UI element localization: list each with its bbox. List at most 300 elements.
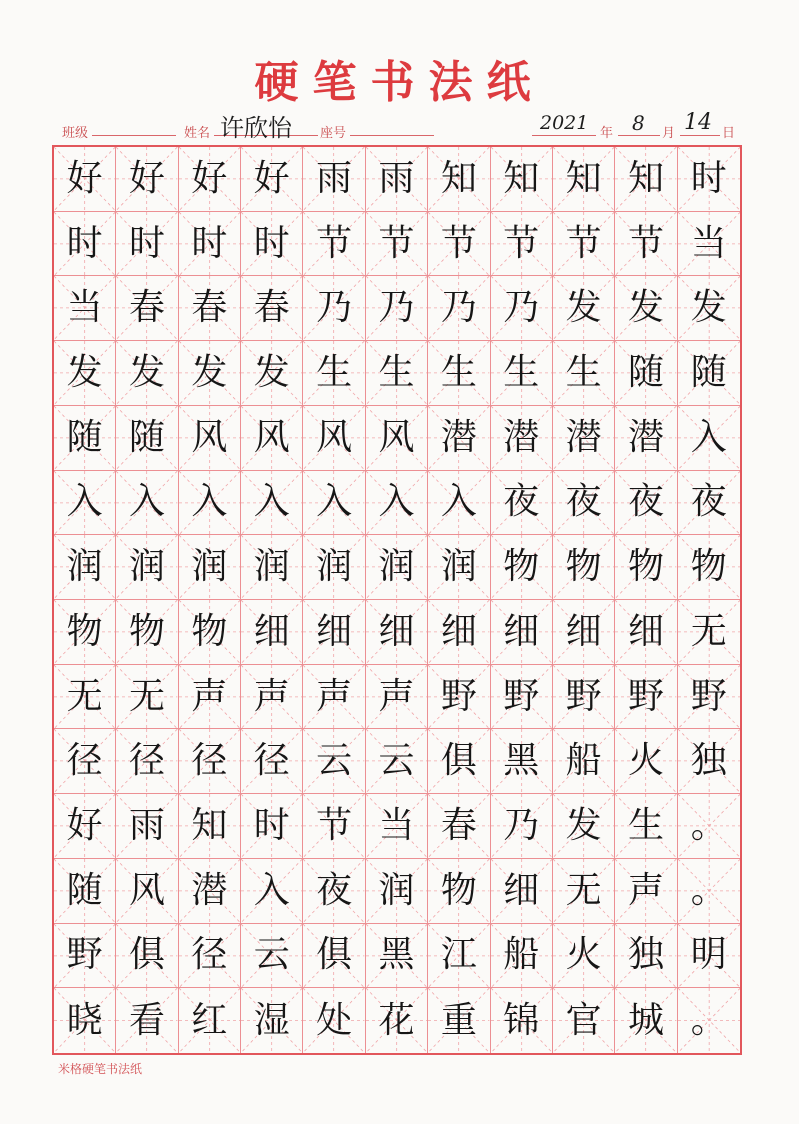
handwritten-character: 随 <box>690 351 727 393</box>
grid-cell <box>366 859 428 924</box>
year-field-line <box>532 135 596 136</box>
grid-cell <box>553 147 615 212</box>
handwritten-character: 生 <box>378 351 415 393</box>
grid-cell <box>241 147 303 212</box>
handwritten-character: 当 <box>66 287 103 329</box>
handwritten-character: 无 <box>129 675 166 717</box>
handwritten-character: 入 <box>690 416 727 458</box>
handwritten-character: 火 <box>627 740 664 782</box>
handwritten-character: 声 <box>253 675 290 717</box>
handwritten-character: 好 <box>129 157 166 199</box>
handwritten-character: 重 <box>440 999 477 1041</box>
grid-cell <box>241 988 303 1053</box>
grid-cell <box>366 665 428 730</box>
grid-cell <box>303 406 365 471</box>
handwritten-character: 细 <box>440 610 477 652</box>
grid-cell <box>303 276 365 341</box>
grid-cell <box>179 859 241 924</box>
grid-cell <box>303 341 365 406</box>
handwritten-character: 节 <box>316 222 353 264</box>
handwritten-character: 声 <box>316 675 353 717</box>
grid-cell <box>54 406 116 471</box>
handwritten-character: 细 <box>627 610 664 652</box>
grid-cell <box>428 729 490 794</box>
handwritten-character: 润 <box>316 546 353 588</box>
handwritten-character: 知 <box>503 157 540 199</box>
grid-cell <box>491 341 553 406</box>
handwritten-character: 声 <box>191 675 228 717</box>
handwritten-character: 夜 <box>690 481 727 523</box>
grid-cell <box>54 600 116 665</box>
grid-cell <box>179 794 241 859</box>
grid-cell <box>491 212 553 277</box>
grid-cell <box>678 406 740 471</box>
handwritten-character: 野 <box>440 675 477 717</box>
handwritten-character: 潜 <box>191 869 228 911</box>
handwritten-character: 知 <box>565 157 602 199</box>
handwritten-character: 生 <box>316 351 353 393</box>
handwritten-character: 随 <box>66 416 103 458</box>
handwritten-character: 无 <box>66 675 103 717</box>
grid-cell <box>54 729 116 794</box>
handwritten-character: 润 <box>440 546 477 588</box>
handwritten-character: 润 <box>378 546 415 588</box>
grid-cell <box>615 535 677 600</box>
handwritten-character: 乃 <box>316 287 353 329</box>
grid-cell <box>553 406 615 471</box>
handwritten-character: 夜 <box>627 481 664 523</box>
grid-cell <box>428 794 490 859</box>
page-title: 硬笔书法纸 <box>254 57 545 108</box>
grid-cell <box>428 147 490 212</box>
grid-cell <box>615 729 677 794</box>
handwritten-character: 当 <box>690 222 727 264</box>
grid-cell <box>303 535 365 600</box>
footer-label: 米格硬笔书法纸 <box>58 1062 143 1076</box>
handwritten-character: 春 <box>191 287 228 329</box>
grid-cell <box>116 794 178 859</box>
handwritten-character: 物 <box>565 546 602 588</box>
handwritten-character: 随 <box>66 869 103 911</box>
handwritten-character: 俱 <box>129 934 166 976</box>
handwritten-character: 细 <box>316 610 353 652</box>
handwritten-character: 物 <box>690 546 727 588</box>
grid-cell <box>553 988 615 1053</box>
grid-cell <box>553 535 615 600</box>
handwritten-character: 入 <box>440 481 477 523</box>
day-value: 14 <box>684 110 712 135</box>
grid-cell <box>678 729 740 794</box>
grid-cell <box>54 859 116 924</box>
handwritten-character: 。 <box>690 869 727 911</box>
grid-cell <box>303 988 365 1053</box>
handwritten-character: 野 <box>66 934 103 976</box>
grid-cell <box>241 535 303 600</box>
handwritten-character: 看 <box>129 999 166 1041</box>
handwritten-character: 云 <box>316 740 353 782</box>
handwritten-character: 雨 <box>316 157 353 199</box>
handwritten-character: 径 <box>191 740 228 782</box>
handwritten-character: 入 <box>66 481 103 523</box>
grid-cell <box>553 924 615 989</box>
name-label: 姓名 <box>184 126 211 141</box>
grid-cell <box>553 794 615 859</box>
grid-cell <box>303 794 365 859</box>
handwritten-character: 润 <box>253 546 290 588</box>
seat-label: 座号 <box>320 126 347 141</box>
grid-cell <box>553 212 615 277</box>
grid-cell <box>303 729 365 794</box>
grid-cell <box>179 535 241 600</box>
handwritten-character: 细 <box>503 610 540 652</box>
handwritten-character: 生 <box>503 351 540 393</box>
handwritten-character: 野 <box>690 675 727 717</box>
grid-cell <box>428 276 490 341</box>
year-label: 年 <box>600 126 614 141</box>
day-field-line <box>680 135 720 136</box>
handwritten-character: 风 <box>253 416 290 458</box>
grid-cell <box>491 276 553 341</box>
grid-cell <box>179 665 241 730</box>
handwritten-character: 官 <box>565 999 602 1041</box>
grid-cell <box>116 147 178 212</box>
grid-cell <box>678 859 740 924</box>
grid-cell <box>179 341 241 406</box>
grid-cell <box>428 341 490 406</box>
grid-cell <box>54 147 116 212</box>
grid-cell <box>491 988 553 1053</box>
handwritten-character: 湿 <box>253 999 290 1041</box>
grid-cell <box>678 341 740 406</box>
handwritten-character: 黑 <box>503 740 540 782</box>
grid-cell <box>428 665 490 730</box>
grid-cell <box>179 988 241 1053</box>
handwritten-character: 生 <box>565 351 602 393</box>
grid-cell <box>678 212 740 277</box>
grid-cell <box>179 600 241 665</box>
grid-cell <box>615 924 677 989</box>
handwritten-character: 潜 <box>565 416 602 458</box>
handwritten-character: 锦 <box>503 999 540 1041</box>
grid-cell <box>491 794 553 859</box>
grid-cell <box>428 600 490 665</box>
grid-cell <box>54 988 116 1053</box>
handwritten-character: 节 <box>565 222 602 264</box>
day-label: 日 <box>722 126 736 141</box>
handwritten-character: 独 <box>690 740 727 782</box>
handwritten-character: 春 <box>440 804 477 846</box>
grid-cell <box>179 471 241 536</box>
grid-cell <box>54 924 116 989</box>
handwritten-character: 生 <box>440 351 477 393</box>
grid-cell <box>491 924 553 989</box>
header-info-row <box>0 110 799 142</box>
grid-cell <box>179 212 241 277</box>
grid-cell <box>303 147 365 212</box>
grid-cell <box>116 729 178 794</box>
handwritten-character: 节 <box>378 222 415 264</box>
handwritten-character: 发 <box>66 351 103 393</box>
grid-cell <box>428 924 490 989</box>
handwritten-character: 夜 <box>565 481 602 523</box>
grid-cell <box>491 147 553 212</box>
grid-cell <box>366 212 428 277</box>
handwritten-character: 夜 <box>503 481 540 523</box>
handwritten-character: 时 <box>66 222 103 264</box>
handwritten-character: 发 <box>129 351 166 393</box>
grid-cell <box>116 665 178 730</box>
year-value: 2021 <box>540 112 589 134</box>
grid-cell <box>553 729 615 794</box>
handwritten-character: 花 <box>378 999 415 1041</box>
handwritten-character: 发 <box>627 287 664 329</box>
grid-cell <box>366 341 428 406</box>
handwritten-character: 春 <box>129 287 166 329</box>
handwritten-character: 风 <box>316 416 353 458</box>
grid-cell <box>116 406 178 471</box>
grid-cell <box>491 406 553 471</box>
handwritten-character: 物 <box>129 610 166 652</box>
handwritten-character: 俱 <box>440 740 477 782</box>
grid-cell <box>366 276 428 341</box>
grid-cell <box>366 729 428 794</box>
grid-cell <box>179 729 241 794</box>
handwritten-character: 好 <box>253 157 290 199</box>
grid-cell <box>678 276 740 341</box>
grid-cell <box>553 600 615 665</box>
month-value: 8 <box>632 111 645 135</box>
handwritten-character: 雨 <box>378 157 415 199</box>
grid-cell <box>491 729 553 794</box>
grid-cell <box>491 471 553 536</box>
grid-cell <box>116 471 178 536</box>
grid-cell <box>241 665 303 730</box>
grid-cell <box>678 665 740 730</box>
handwritten-character: 明 <box>690 934 727 976</box>
grid-cell <box>678 535 740 600</box>
grid-cell <box>428 859 490 924</box>
handwritten-character: 好 <box>191 157 228 199</box>
grid-cell <box>615 471 677 536</box>
grid-cell <box>678 924 740 989</box>
grid-cell <box>366 471 428 536</box>
handwritten-character: 发 <box>191 351 228 393</box>
handwritten-character: 时 <box>253 804 290 846</box>
handwritten-character: 入 <box>253 481 290 523</box>
grid-cell <box>54 794 116 859</box>
handwritten-character: 晓 <box>66 999 103 1041</box>
grid-cell <box>553 665 615 730</box>
grid-cell <box>116 341 178 406</box>
grid-cell <box>428 535 490 600</box>
grid-cell <box>428 212 490 277</box>
grid-cell <box>615 859 677 924</box>
handwritten-character: 节 <box>316 804 353 846</box>
handwritten-character: 物 <box>66 610 103 652</box>
grid-cell <box>366 988 428 1053</box>
handwritten-character: 入 <box>191 481 228 523</box>
grid-cell <box>553 859 615 924</box>
handwritten-character: 入 <box>129 481 166 523</box>
class-field-line <box>92 135 176 136</box>
grid-cell <box>366 147 428 212</box>
grid-cell <box>678 600 740 665</box>
grid-cell <box>553 341 615 406</box>
grid-cell <box>553 471 615 536</box>
handwritten-character: 时 <box>690 157 727 199</box>
handwritten-character: 生 <box>627 804 664 846</box>
grid-cell <box>678 988 740 1053</box>
handwritten-character: 润 <box>66 546 103 588</box>
handwritten-character: 城 <box>627 999 664 1041</box>
handwritten-character: 潜 <box>627 416 664 458</box>
grid-cell <box>54 276 116 341</box>
handwritten-character: 船 <box>503 934 540 976</box>
grid-cell <box>241 276 303 341</box>
name-value: 许欣怡 <box>220 114 292 142</box>
handwritten-character: 江 <box>440 934 477 976</box>
handwritten-character: 物 <box>440 869 477 911</box>
month-label: 月 <box>662 126 676 141</box>
grid-cell <box>241 859 303 924</box>
grid-cell <box>303 212 365 277</box>
handwritten-character: 船 <box>565 740 602 782</box>
grid-cell <box>491 600 553 665</box>
grid-cell <box>615 406 677 471</box>
grid-cell <box>366 406 428 471</box>
grid-cell <box>303 859 365 924</box>
grid-cell <box>241 600 303 665</box>
handwritten-character: 声 <box>627 869 664 911</box>
grid-cell <box>615 147 677 212</box>
handwritten-character: 节 <box>503 222 540 264</box>
grid-cell <box>116 859 178 924</box>
grid-cell <box>678 147 740 212</box>
handwritten-character: 细 <box>378 610 415 652</box>
grid-cell <box>303 924 365 989</box>
grid-cell <box>179 924 241 989</box>
grid-cell <box>241 729 303 794</box>
grid-cell <box>491 665 553 730</box>
handwritten-character: 径 <box>66 740 103 782</box>
handwritten-character: 好 <box>66 804 103 846</box>
handwritten-character: 随 <box>129 416 166 458</box>
handwritten-character: 潜 <box>440 416 477 458</box>
handwritten-character: 好 <box>66 157 103 199</box>
handwritten-character: 乃 <box>440 287 477 329</box>
grid-cell <box>615 341 677 406</box>
handwritten-character: 风 <box>129 869 166 911</box>
grid-cell <box>303 665 365 730</box>
handwritten-character: 节 <box>440 222 477 264</box>
grid-cell <box>54 212 116 277</box>
handwritten-character: 野 <box>565 675 602 717</box>
mi-grid-practice-sheet <box>52 145 742 1055</box>
handwritten-character: 入 <box>316 481 353 523</box>
handwritten-character: 潜 <box>503 416 540 458</box>
grid-cell <box>54 341 116 406</box>
handwritten-character: 春 <box>253 287 290 329</box>
handwritten-character: 火 <box>565 934 602 976</box>
handwritten-character: 风 <box>378 416 415 458</box>
grid-cell <box>116 535 178 600</box>
grid-cell <box>241 471 303 536</box>
handwritten-character: 乃 <box>503 804 540 846</box>
grid-cell <box>553 276 615 341</box>
grid-cell <box>491 535 553 600</box>
handwritten-character: 处 <box>316 999 353 1041</box>
grid-cell <box>241 924 303 989</box>
handwritten-character: 径 <box>253 740 290 782</box>
handwritten-character: 云 <box>378 740 415 782</box>
handwritten-character: 野 <box>627 675 664 717</box>
handwritten-character: 风 <box>191 416 228 458</box>
handwritten-character: 润 <box>129 546 166 588</box>
grid-cell <box>428 988 490 1053</box>
handwritten-character: 物 <box>627 546 664 588</box>
handwritten-character: 知 <box>627 157 664 199</box>
grid-cell <box>54 471 116 536</box>
grid-cell <box>179 147 241 212</box>
handwritten-character: 当 <box>378 804 415 846</box>
grid-cell <box>54 665 116 730</box>
handwritten-character: 发 <box>690 287 727 329</box>
grid-cell <box>116 924 178 989</box>
handwritten-character: 声 <box>378 675 415 717</box>
handwritten-character: 润 <box>378 869 415 911</box>
handwritten-character: 无 <box>565 869 602 911</box>
grid-cell <box>366 794 428 859</box>
grid-cell <box>179 276 241 341</box>
handwritten-character: 随 <box>627 351 664 393</box>
grid-cell <box>491 859 553 924</box>
grid-cell <box>303 600 365 665</box>
handwritten-character: 黑 <box>378 934 415 976</box>
handwritten-character: 发 <box>565 804 602 846</box>
grid-cell <box>428 406 490 471</box>
handwritten-character: 时 <box>129 222 166 264</box>
grid-cell <box>241 794 303 859</box>
handwritten-character: 。 <box>690 804 727 846</box>
handwritten-character: 细 <box>253 610 290 652</box>
handwritten-character: 乃 <box>503 287 540 329</box>
handwritten-character: 俱 <box>316 934 353 976</box>
handwritten-character: 入 <box>378 481 415 523</box>
grid-cell <box>303 471 365 536</box>
grid-cell <box>179 406 241 471</box>
grid-cell <box>615 212 677 277</box>
handwritten-character: 乃 <box>378 287 415 329</box>
handwritten-character: 细 <box>503 869 540 911</box>
handwritten-character: 。 <box>690 999 727 1041</box>
handwritten-character: 夜 <box>316 869 353 911</box>
grid-cell <box>428 471 490 536</box>
grid-cell <box>241 341 303 406</box>
handwritten-character: 节 <box>627 222 664 264</box>
month-field-line <box>618 135 660 136</box>
grid-cell <box>615 600 677 665</box>
seat-field-line <box>350 135 434 136</box>
grid-cell <box>116 212 178 277</box>
grid-cell <box>366 600 428 665</box>
handwritten-character: 独 <box>627 934 664 976</box>
grid-cell <box>366 535 428 600</box>
grid-cell <box>54 535 116 600</box>
grid-cell <box>116 276 178 341</box>
handwritten-character: 无 <box>690 610 727 652</box>
handwritten-character: 径 <box>191 934 228 976</box>
handwritten-character: 发 <box>253 351 290 393</box>
